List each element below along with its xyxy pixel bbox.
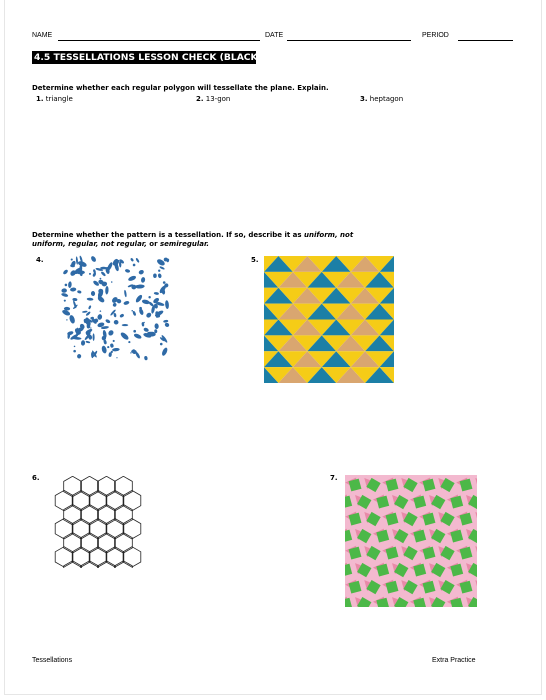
- problem-1: [36, 95, 73, 103]
- problem-6-number: 6.: [32, 474, 40, 482]
- problem-2-text: 13-gon: [205, 95, 231, 103]
- problem-2: [196, 95, 230, 103]
- footer-left: Tessellations: [32, 657, 73, 664]
- hexagon-grid-image: [52, 476, 144, 568]
- problem-2-number: 2.: [196, 95, 204, 103]
- section2-instruction-part1: Determine whether the pattern is a tessellation. If so, describe it as: [32, 231, 304, 239]
- problem-1-text: triangle: [45, 95, 73, 103]
- page-title: 4.5 TESSELLATIONS LESSON CHECK (BLACK): [34, 52, 262, 63]
- footer-right: Extra Practice: [432, 657, 476, 664]
- blue-leaf-pattern-image: [60, 255, 172, 363]
- problem-5-number: 5.: [251, 256, 259, 264]
- section2-term1: uniform, not uniform, regular, not regular,: [32, 231, 354, 248]
- date-line: [287, 40, 411, 41]
- name-label: NAME: [32, 32, 53, 39]
- date-label: DATE: [265, 32, 284, 39]
- problem-3-number: 3.: [360, 95, 368, 103]
- problem-1-number: 1.: [36, 95, 44, 103]
- section2-instruction: [32, 231, 372, 249]
- problem-3: [360, 95, 403, 103]
- section1-instruction: Determine whether each regular polygon will tessellate the plane. Explain.: [32, 84, 329, 92]
- name-line: [58, 40, 260, 41]
- problem-7-number: 7.: [330, 474, 338, 482]
- square-triangle-tessellation-image: [345, 475, 477, 607]
- triangle-tessellation-image: [264, 256, 394, 383]
- period-label: PERIOD: [422, 32, 449, 39]
- section2-term2: semiregular.: [160, 240, 210, 248]
- problem-4-number: 4.: [36, 256, 44, 264]
- period-line: [458, 40, 513, 41]
- section2-instruction-part2: or: [146, 240, 161, 248]
- problem-3-text: heptagon: [369, 95, 404, 103]
